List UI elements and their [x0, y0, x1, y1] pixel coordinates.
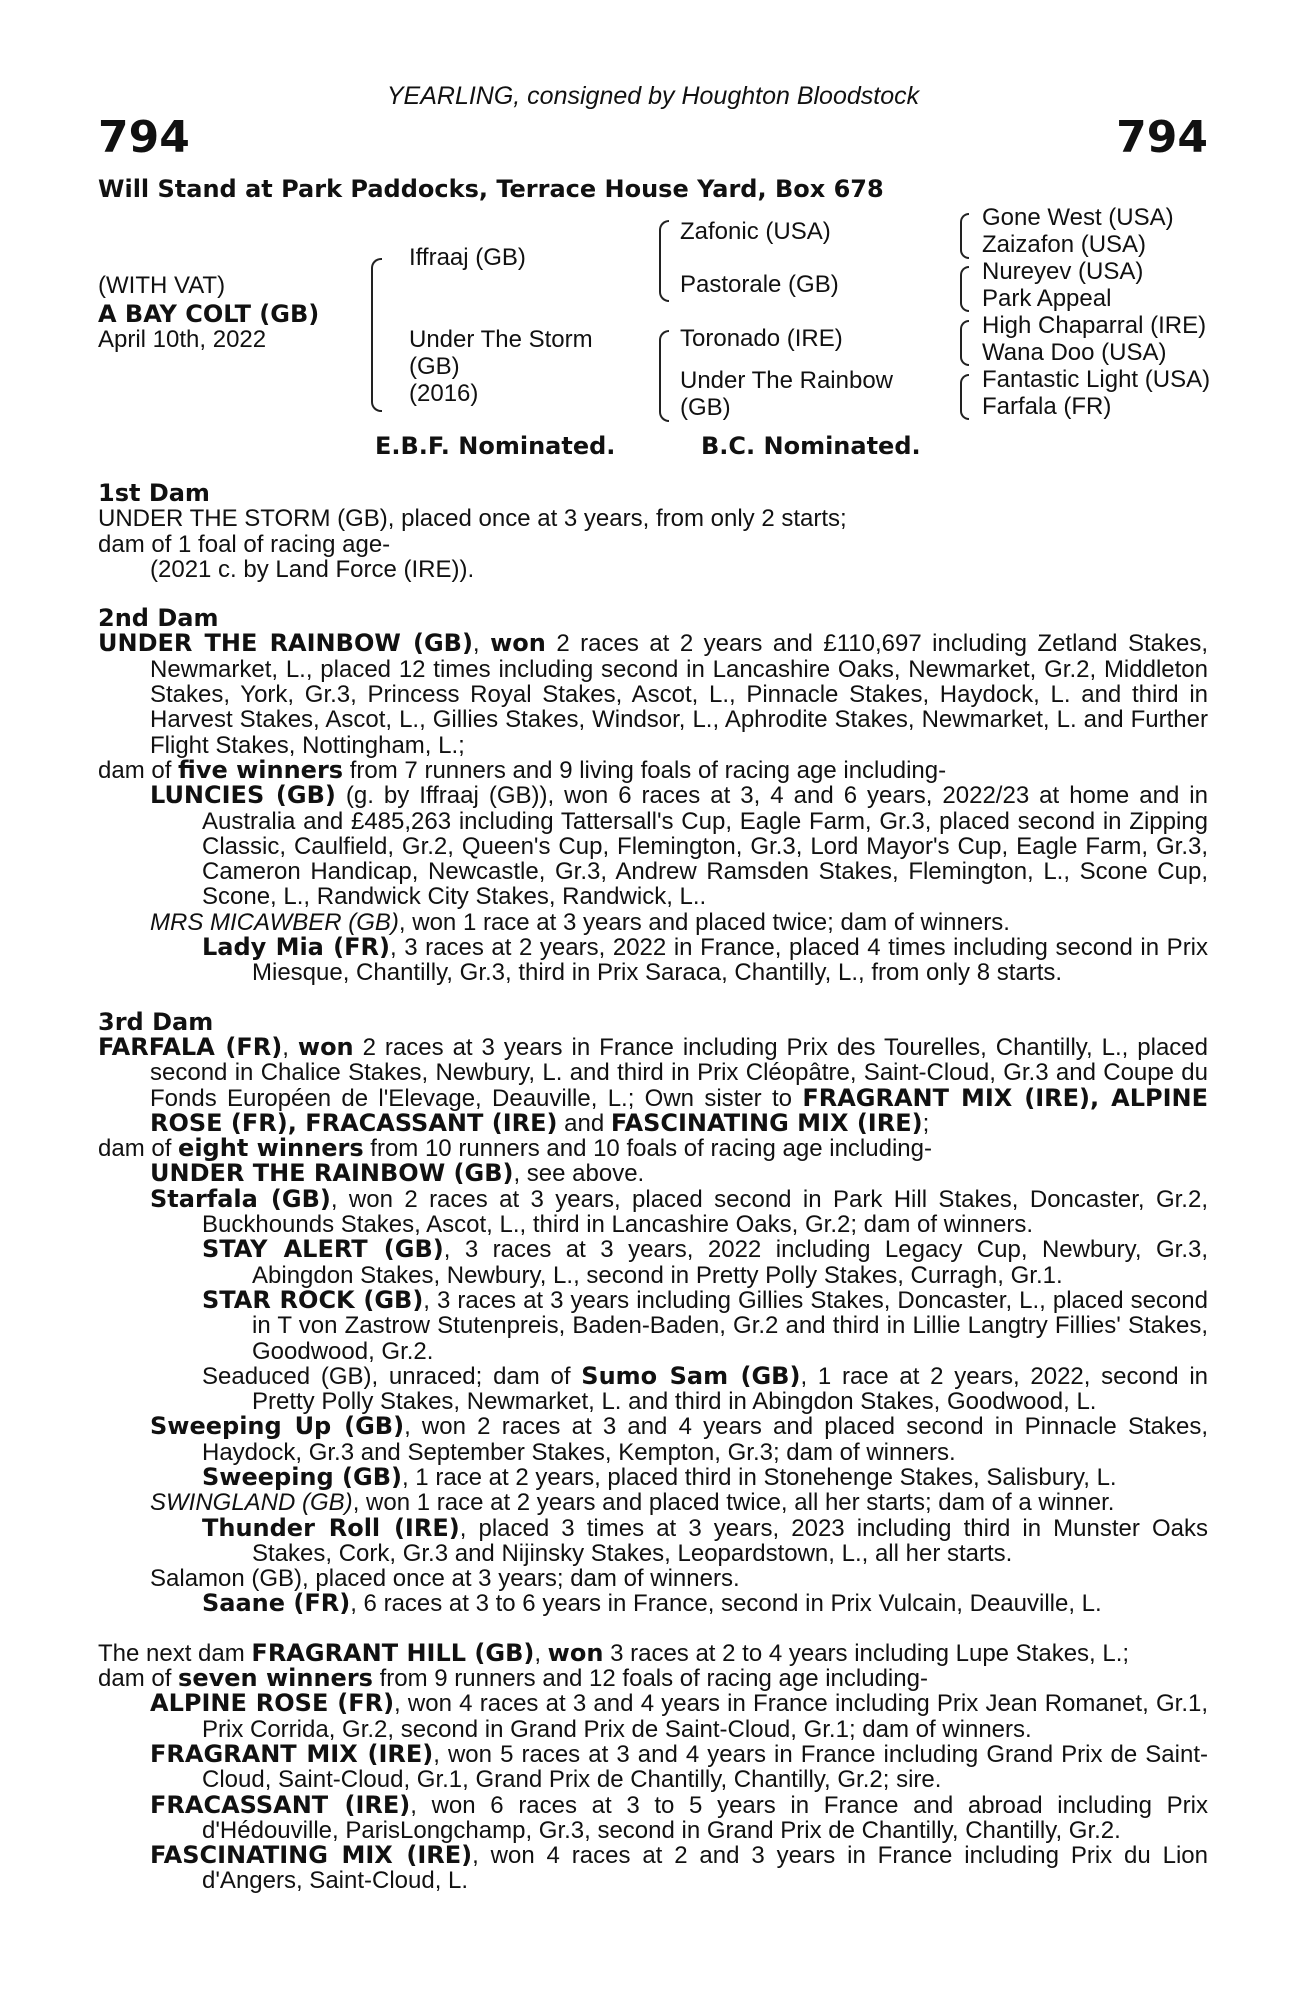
produce-summary: dam of eight winners from 10 runners and 10 foals of racing age including-: [98, 1134, 932, 1163]
produce-entry: FRACASSANT (IRE), won 6 races at 3 to 5 years in France and abroad including Prix d'Hédouville, ParisLongchamp, Gr.3, second in Grand Prix de Chantilly, Chantilly, Gr.2.: [150, 1790, 1208, 1844]
horse-name: FASCINATING MIX (IRE): [150, 1841, 473, 1870]
second-dam-record: UNDER THE RAINBOW (GB), won 2 races at 2 years and £110,697 including Zetland Stakes, Newmarket, L., placed 12 times including second in Lancashire Oaks, Newmarket, Gr.2, Middleton Stakes, York, Gr.3, Princess Royal Stakes, Ascot, L., Pinnacle Stakes, Haydock, L. and third in Harvest Stakes, Ascot, L., Gillies Stakes, Windsor, L., Aphrodite Stakes, Newmarket, L. and Further Flight Stakes, Nottingham, L.;: [98, 629, 1208, 759]
produce-entry: STAY ALERT (GB), 3 races at 3 years, 2022 including Legacy Cup, Newbury, Gr.3, Abingdon Stakes, Newbury, L., second in Pretty Polly Stakes, Curragh, Gr.1.: [202, 1235, 1209, 1289]
section-heading: 3rd Dam: [98, 1007, 214, 1036]
pedigree-dam-sire: Toronado (IRE): [680, 325, 843, 352]
ebf-nomination: E.B.F. Nominated.: [375, 432, 616, 460]
first-dam-line: dam of 1 foal of racing age-: [98, 530, 391, 558]
third-dam-section: [98, 1007, 1209, 1618]
horse-name: Thunder Roll (IRE): [202, 1513, 460, 1542]
horse-name: Sweeping Up (GB): [150, 1412, 405, 1441]
horse-name: Starfala (GB): [150, 1184, 331, 1213]
produce-entry: LUNCIES (GB) (g. by Iffraaj (GB)), won 6 races at 3, 4 and 6 years, 2022/23 at home and in Australia and £485,263 including Tattersall's Cup, Eagle Farm, Gr.3, placed second in Zipping Classic, Caulfield, Gr.2, Queen's Cup, Flemington, Gr.3, Lord Mayor's Cup, Eagle Farm, Gr.3, Cameron Handicap, Newcastle, Gr.3, Andrew Ramsden Stakes, Flemington, L., Scone Cup, Scone, L., Randwick City Stakes, Randwick, L..: [150, 781, 1208, 911]
horse-name: STAY ALERT (GB): [202, 1235, 444, 1264]
pedigree-dam-line2: (GB): [409, 353, 460, 380]
produce-entry: MRS MICAWBER (GB), won 1 race at 3 years and placed twice; dam of winners.: [150, 908, 1010, 936]
produce-entry: ALPINE ROSE (FR), won 4 races at 3 and 4 years in France including Prix Jean Romanet, Gr.1, Prix Corrida, Gr.2, second in Grand Prix de Saint-Cloud, Gr.1; dam of winners.: [150, 1689, 1208, 1743]
pedigree-brace: [659, 220, 669, 302]
third-dam-record: FARFALA (FR), won 2 races at 3 years in France including Prix des Tourelles, Chantilly, L., placed second in Chalice Stakes, Newbury, L. and third in Prix Cléopâtre, Saint-Cloud, Gr.3 and Coupe du Fonds Européen de l'Elevage, Deauville, L.; Own sister to FRAGRANT MIX (IRE), ALPINE ROSE (FR), FRACASSANT (IRE) and FASCINATING MIX (IRE);: [98, 1032, 1208, 1137]
produce-entry: FRAGRANT MIX (IRE), won 5 races at 3 and 4 years in France including Grand Prix de Saint-Cloud, Saint-Cloud, Gr.1, Grand Prix de Chantilly, Chantilly, Gr.2; sire.: [150, 1739, 1208, 1794]
horse-name: SWINGLAND (GB): [150, 1489, 353, 1517]
pedigree-sss: Gone West (USA): [982, 204, 1174, 231]
pedigree-ddd: Farfala (FR): [982, 393, 1112, 420]
first-dam-foal: (2021 c. by Land Force (IRE)).: [150, 555, 475, 583]
catalogue-page: [98, 0, 1211, 2000]
pedigree-sdd: Park Appeal: [982, 285, 1112, 312]
horse-name: UNDER THE RAINBOW (GB): [98, 629, 473, 658]
section-heading: 1st Dam: [98, 479, 210, 507]
pedigree-brace: [960, 213, 969, 259]
next-dam-record: The next dam FRAGRANT HILL (GB), won 3 races at 2 to 4 years including Lupe Stakes, L.;: [98, 1638, 1130, 1667]
stable-location: Will Stand at Park Paddocks, Terrace House Yard, Box 678: [98, 175, 884, 203]
produce-entry: FASCINATING MIX (IRE), won 4 races at 2 and 3 years in France including Prix du Lion d'Angers, Saint-Cloud, L.: [150, 1841, 1208, 1895]
produce-entry: Saane (FR), 6 races at 3 to 6 years in France, second in Prix Vulcain, Deauville, L.: [202, 1589, 1102, 1618]
pedigree-sire: Iffraaj (GB): [409, 244, 526, 271]
produce-record: [98, 481, 1208, 1894]
pedigree-dam-year: (2016): [409, 380, 479, 407]
pedigree-dsd: Wana Doo (USA): [982, 339, 1167, 366]
produce-summary: dam of seven winners from 9 runners and 12 foals of racing age including-: [98, 1664, 928, 1693]
pedigree-ssd: Zaizafon (USA): [982, 231, 1147, 258]
horse-name: UNDER THE RAINBOW (GB): [150, 1159, 514, 1188]
pedigree-brace: [659, 330, 669, 422]
next-dam-section: [98, 1638, 1208, 1895]
pedigree-dds: Fantastic Light (USA): [982, 366, 1211, 393]
pedigree-brace: [960, 374, 969, 420]
horse-name: Sumo Sam (GB): [581, 1361, 801, 1390]
horse-name: STAR ROCK (GB): [202, 1285, 424, 1314]
foaling-date: April 10th, 2022: [98, 326, 267, 353]
pedigree-dam-dam-line1: Under The Rainbow: [680, 367, 894, 394]
pedigree-sds: Nureyev (USA): [982, 258, 1144, 285]
produce-entry: Thunder Roll (IRE), placed 3 times at 3 years, 2023 including third in Munster Oaks Stakes, Cork, Gr.3 and Nijinsky Stakes, Leopardstown, L., all her starts.: [202, 1513, 1209, 1567]
horse-name: MRS MICAWBER (GB): [150, 908, 399, 936]
bc-nomination: B.C. Nominated.: [701, 432, 921, 460]
pedigree-dss: High Chaparral (IRE): [982, 312, 1207, 339]
pedigree-sire-dam: Pastorale (GB): [680, 271, 839, 298]
vat-note: (WITH VAT): [98, 272, 226, 299]
produce-entry: STAR ROCK (GB), 3 races at 3 years including Gillies Stakes, Doncaster, L., placed second in T von Zastrow Stutenpreis, Baden-Baden, Gr.2 and third in Lillie Langtry Fillies' Stakes, Goodwood, Gr.2.: [202, 1285, 1208, 1365]
first-dam-section: [98, 481, 1208, 582]
first-dam-line: UNDER THE STORM (GB), placed once at 3 years, from only 2 starts;: [98, 505, 847, 533]
produce-entry: Salamon (GB), placed once at 3 years; dam of winners.: [150, 1565, 740, 1593]
pedigree-sire-sire: Zafonic (USA): [680, 218, 831, 245]
horse-name: Sweeping (GB): [202, 1462, 402, 1491]
consignment-header: YEARLING, consigned by Houghton Bloodstock: [386, 82, 920, 110]
pedigree-brace: [960, 320, 969, 366]
horse-name: FRAGRANT MIX (IRE): [150, 1739, 434, 1768]
second-dam-section: [98, 606, 1208, 985]
horse-name: Saane (FR): [202, 1589, 351, 1618]
produce-entry: Starfala (GB), won 2 races at 3 years, placed second in Park Hill Stakes, Doncaster, Gr.2, Buckhounds Stakes, Ascot, L., third in Lancashire Oaks, Gr.2; dam of winners.: [150, 1184, 1208, 1239]
section-heading: 2nd Dam: [98, 604, 219, 633]
produce-entry: Sweeping (GB), 1 race at 2 years, placed third in Stonehenge Stakes, Salisbury, L.: [202, 1462, 1117, 1491]
horse-name: FARFALA (FR): [98, 1032, 283, 1061]
produce-summary: dam of five winners from 7 runners and 9 living foals of racing age including-: [98, 755, 947, 784]
horse-name: Lady Mia (FR): [202, 933, 390, 962]
lot-number-right: 794: [1116, 112, 1208, 163]
pedigree-brace: [371, 258, 382, 412]
produce-entry: UNDER THE RAINBOW (GB), see above.: [150, 1159, 645, 1188]
produce-entry: Lady Mia (FR), 3 races at 2 years, 2022 in France, placed 4 times including second in Prix Miesque, Chantilly, Gr.3, third in Prix Saraca, Chantilly, L., from only 8 starts.: [202, 933, 1209, 987]
horse-name: FRACASSANT (IRE): [150, 1790, 411, 1819]
horse-name: FRAGRANT HILL (GB): [251, 1638, 535, 1667]
horse-name: ALPINE ROSE (FR): [150, 1689, 395, 1718]
lot-number-left: 794: [98, 112, 190, 163]
produce-entry: SWINGLAND (GB), won 1 race at 2 years and placed twice, all her starts; dam of a winner.: [150, 1489, 1115, 1517]
lot-subject-name: A BAY COLT (GB): [98, 300, 320, 328]
won-label: won: [490, 629, 546, 658]
produce-entry: Sweeping Up (GB), won 2 races at 3 and 4 years and placed second in Pinnacle Stakes, Haydock, Gr.3 and September Stakes, Kempton, Gr.3; dam of winners.: [150, 1412, 1208, 1466]
pedigree-dam-dam-line2: (GB): [680, 394, 731, 421]
pedigree-brace: [960, 266, 969, 312]
pedigree-dam-line1: Under The Storm: [409, 326, 593, 353]
horse-name: LUNCIES (GB): [150, 781, 336, 810]
produce-entry: Seaduced (GB), unraced; dam of Sumo Sam (GB), 1 race at 2 years, 2022, second in Pretty Polly Stakes, Newmarket, L. and third in Abingdon Stakes, Goodwood, L.: [202, 1361, 1208, 1416]
